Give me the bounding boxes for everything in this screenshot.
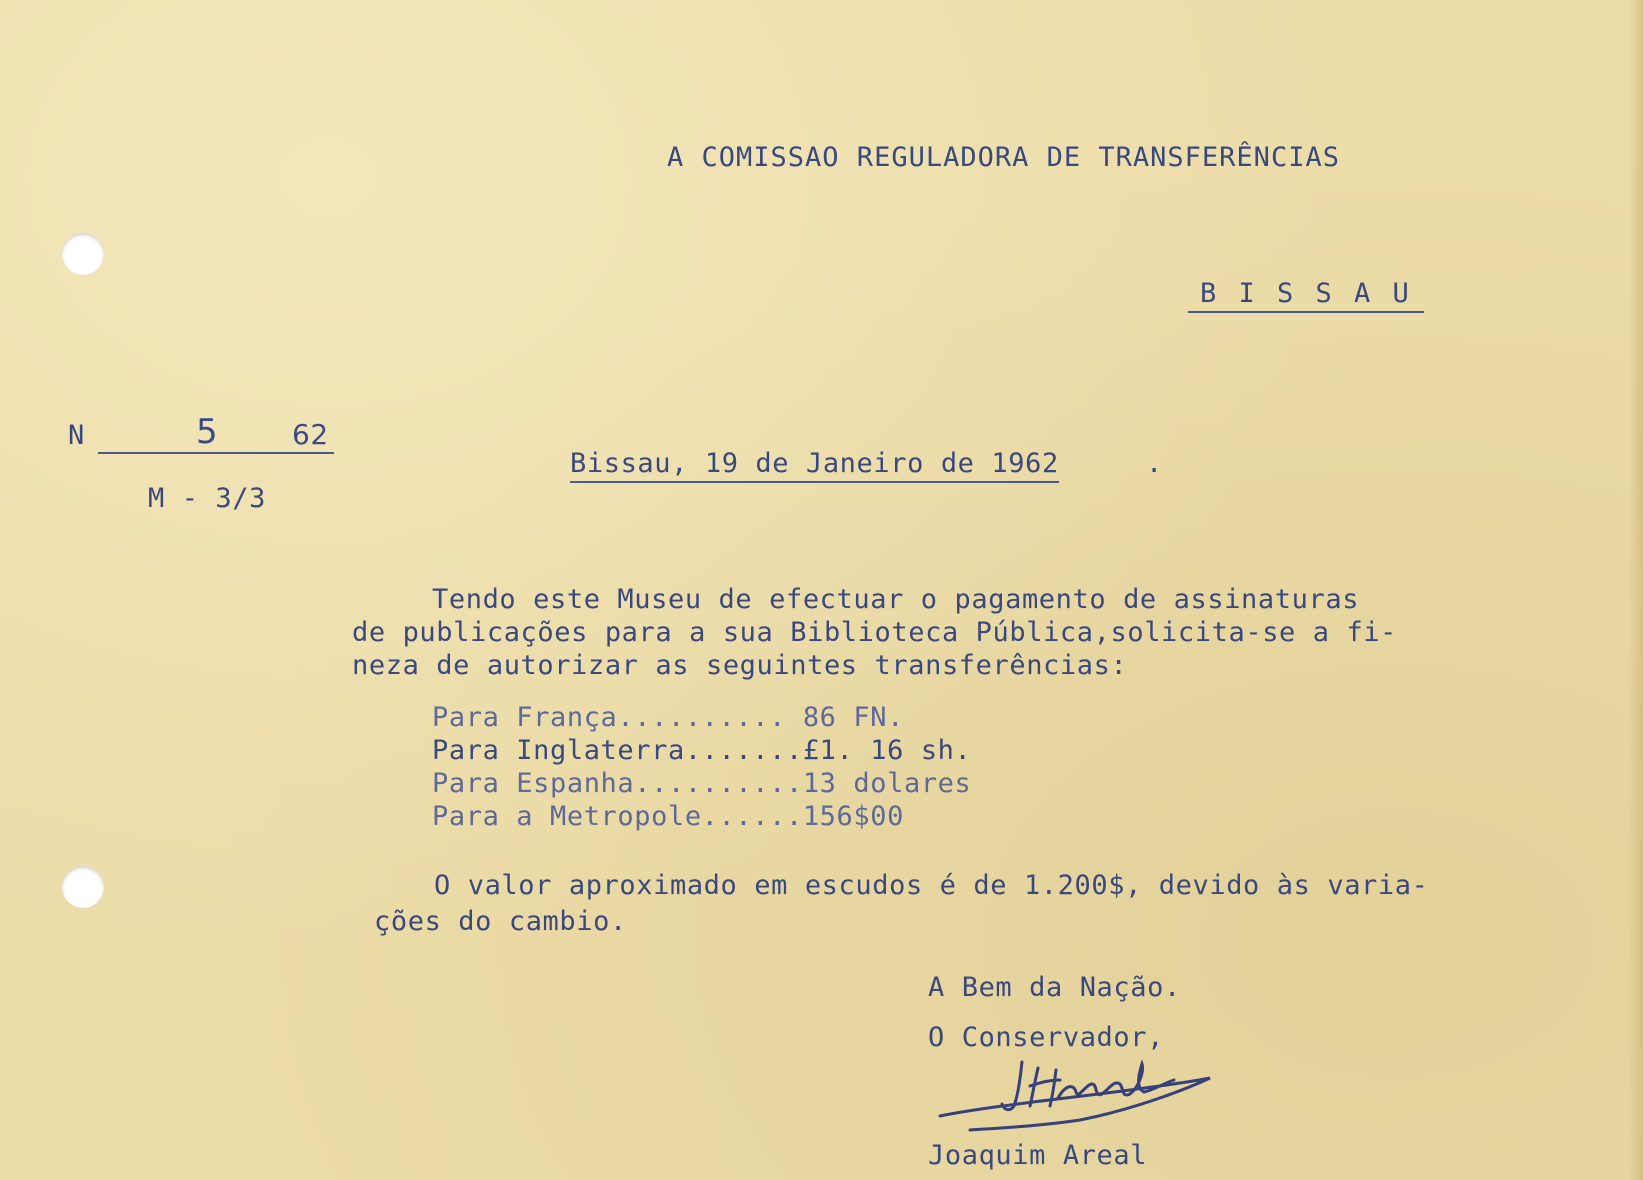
reference-year: 62	[292, 418, 329, 451]
reference-n-label: N	[68, 420, 85, 451]
transfer-row	[432, 768, 971, 799]
body-line-1: Tendo este Museu de efectuar o pagamento de assinaturas	[432, 584, 1360, 615]
transfer-amount: 86 FN.	[785, 702, 904, 733]
transfer-row	[432, 702, 904, 733]
paper-edge-shadow	[1629, 0, 1643, 1180]
addressee-line: A COMISSAO REGULADORA DE TRANSFERÊNCIAS	[667, 142, 1340, 173]
city-heading: B I S S A U	[1188, 278, 1424, 313]
body-line-2: de publicações para a sua Biblioteca Pública,solicita-se a fi-	[352, 617, 1398, 648]
transfer-amount: 13 dolares	[802, 768, 972, 799]
punch-hole-top	[62, 233, 104, 275]
transfer-row	[432, 735, 971, 766]
transfer-destination: Para a Metropole......	[432, 801, 803, 832]
transfer-amount: £1. 16 sh.	[802, 735, 972, 766]
reference-number-rule	[98, 452, 334, 454]
handwritten-signature	[930, 1040, 1230, 1140]
punch-hole-bottom	[62, 866, 104, 908]
signatory-title: O Conservador,	[928, 1022, 1164, 1053]
body-line-3: neza de autorizar as seguintes transferências:	[352, 650, 1128, 681]
closing-line-1: O valor aproximado em escudos é de 1.200$, devido às varia-	[434, 870, 1429, 901]
date-line: Bissau, 19 de Janeiro de 1962	[570, 448, 1059, 483]
date-period: .	[1146, 448, 1163, 479]
transfer-row	[432, 801, 904, 832]
signatory-name: Joaquim Areal	[928, 1140, 1148, 1171]
transfer-amount: 156$00	[802, 801, 904, 832]
salutation: A Bem da Nação.	[928, 972, 1181, 1003]
transfer-destination: Para Inglaterra.......	[432, 735, 803, 766]
closing-line-2: ções do cambio.	[374, 906, 627, 937]
file-code: M - 3/3	[148, 483, 266, 514]
reference-number: 5	[196, 412, 219, 452]
transfer-destination: Para Espanha..........	[432, 768, 803, 799]
transfer-destination: Para França..........	[432, 702, 786, 733]
